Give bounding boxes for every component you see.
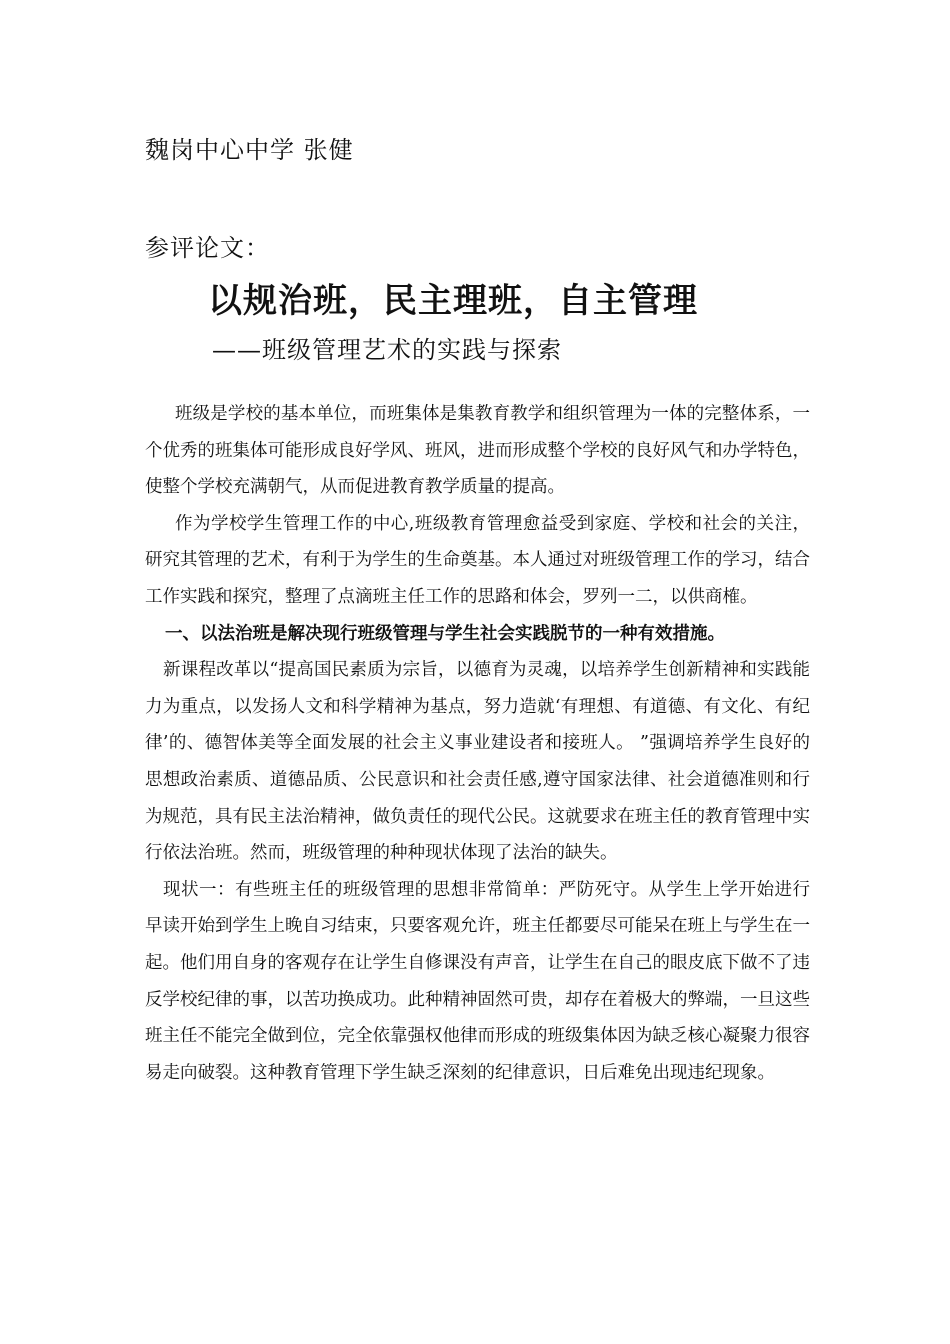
paragraph-intro: 班级是学校的基本单位，而班集体是集教育教学和组织管理为一体的完整体系，一个优秀的班集体可能形成良好学风、班风，进而形成整个学校的良好风气和办学特色，使整个学校充满朝气，从而促进教育教学质量的提高。 — [145, 404, 810, 498]
body-text — [145, 396, 810, 1091]
paragraph-status-one: 现状一：有些班主任的班级管理的思想非常简单：严防死守。从学生上学开始进行早读开始到学生上晚自习结束，只要客观允许，班主任都要尽可能呆在班上与学生在一起。他们用自身的客观存在让学生自修课没有声音，让学生在自己的眼皮底下做不了违反学校纪律的事，以苦功换成功。此种精神固然可贵，却存在着极大的弊端，一旦这些班主任不能完全做到位，完全依靠强权他律而形成的班级集体因为缺乏核心凝聚力很容易走向破裂。这种教育管理下学生缺乏深刻的纪律意识，日后难免出现违纪现象。 — [145, 879, 810, 1083]
paper-title: 以规治班，民主理班，自主管理 — [208, 281, 698, 321]
paragraph-curriculum-reform: 新课程改革以“提高国民素质为宗旨，以德育为灵魂，以培养学生创新精神和实践能力为重点，以发扬人文和科学精神为基点，努力造就‘有理想、有道德、有文化、有纪律’的、德智体美等全面发展的社会主义事业建设者和接班人。 ”强调培养学生良好的思想政治素质、道德品质、公民意识和社会责任感,遵守国家法律、社会道德准则和行为规范，具有民主法治精神，做负责任的现代公民。这就要求在班主任的教育管理中实行依法治班。然而，班级管理的种种现状体现了法治的缺失。 — [145, 660, 810, 864]
section-heading-1: 一、以法治班是解决现行班级管理与学生社会实践脱节的一种有效措施。 — [165, 623, 725, 644]
paper-label: 参评论文： — [145, 234, 270, 262]
paragraph-purpose: 作为学校学生管理工作的中心,班级教育管理愈益受到家庭、学校和社会的关注，研究其管理的艺术，有利于为学生的生命奠基。本人通过对班级管理工作的学习，结合工作实践和探究，整理了点滴班主任工作的思路和体会，罗列一二，以供商榷。 — [145, 513, 810, 607]
paper-subtitle: ——班级管理艺术的实践与探索 — [212, 336, 562, 364]
author-line: 魏岗中心中学 张健 — [145, 136, 354, 164]
